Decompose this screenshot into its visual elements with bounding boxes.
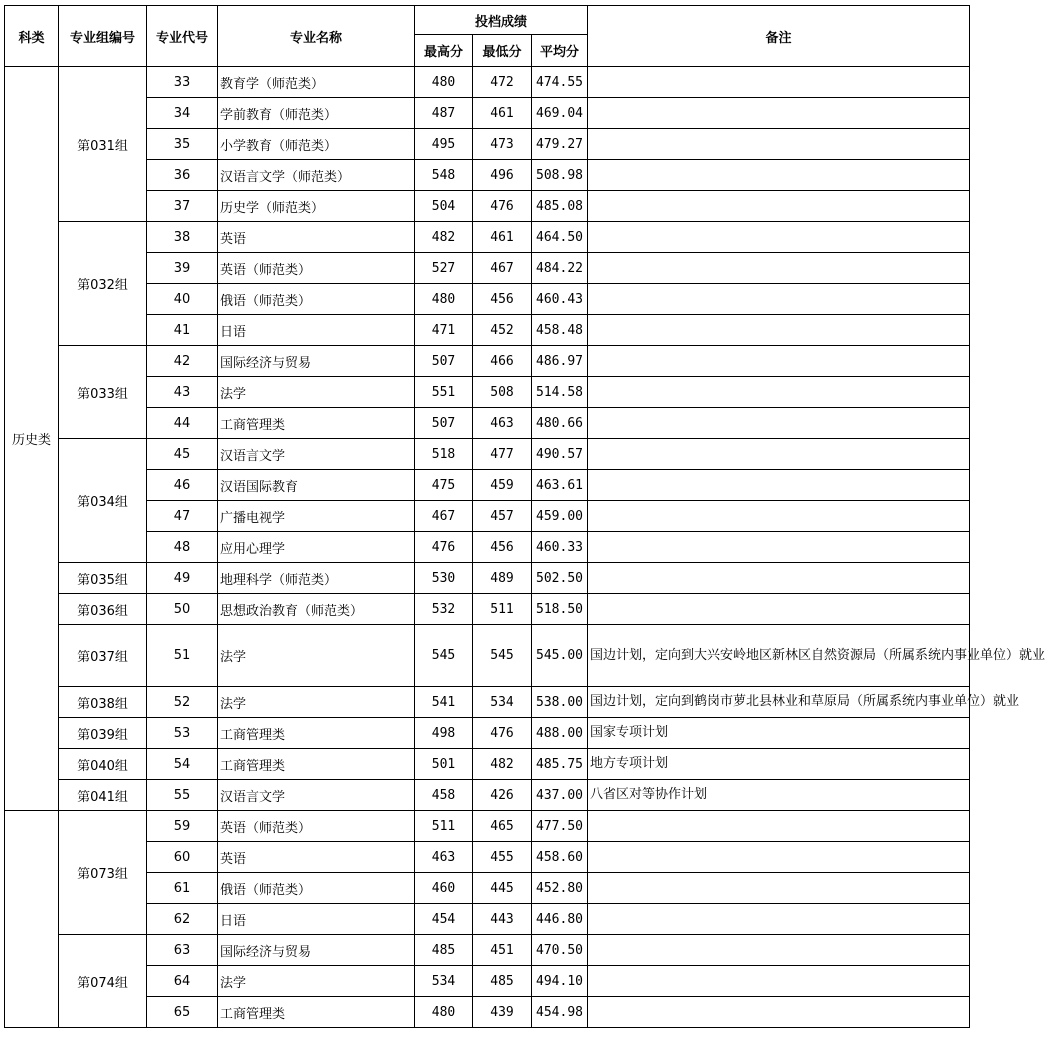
remark-cell bbox=[588, 563, 970, 594]
major-code-cell: 41 bbox=[147, 315, 218, 346]
remark-cell bbox=[588, 98, 970, 129]
remark-cell: 国家专项计划 bbox=[588, 718, 970, 749]
avg-score-cell: 464.50 bbox=[532, 222, 588, 253]
major-code-cell: 52 bbox=[147, 687, 218, 718]
major-code-cell: 43 bbox=[147, 377, 218, 408]
remark-cell: 国边计划，定向到鹤岗市萝北县林业和草原局（所属系统内事业单位）就业 bbox=[588, 687, 970, 718]
table-row bbox=[5, 160, 970, 191]
group-cell: 第074组 bbox=[59, 935, 147, 1028]
major-code-cell: 44 bbox=[147, 408, 218, 439]
table-row bbox=[5, 935, 970, 966]
min-score-cell: 426 bbox=[473, 780, 532, 811]
major-name-cell: 工商管理类 bbox=[218, 408, 415, 439]
group-cell: 第040组 bbox=[59, 749, 147, 780]
avg-score-cell: 470.50 bbox=[532, 935, 588, 966]
min-score-cell: 456 bbox=[473, 284, 532, 315]
min-score-cell: 459 bbox=[473, 470, 532, 501]
remark-cell bbox=[588, 129, 970, 160]
avg-score-cell: 437.00 bbox=[532, 780, 588, 811]
major-name-cell: 英语（师范类） bbox=[218, 253, 415, 284]
max-score-cell: 480 bbox=[415, 284, 473, 315]
max-score-cell: 511 bbox=[415, 811, 473, 842]
major-code-cell: 63 bbox=[147, 935, 218, 966]
major-name-cell: 国际经济与贸易 bbox=[218, 346, 415, 377]
group-cell: 第032组 bbox=[59, 222, 147, 346]
table-row bbox=[5, 749, 970, 780]
header-scores: 投档成绩 bbox=[415, 6, 588, 35]
min-score-cell: 451 bbox=[473, 935, 532, 966]
table-row bbox=[5, 377, 970, 408]
max-score-cell: 475 bbox=[415, 470, 473, 501]
remark-cell bbox=[588, 935, 970, 966]
major-name-cell: 工商管理类 bbox=[218, 749, 415, 780]
remark-cell bbox=[588, 284, 970, 315]
group-cell: 第039组 bbox=[59, 718, 147, 749]
min-score-cell: 443 bbox=[473, 904, 532, 935]
max-score-cell: 507 bbox=[415, 346, 473, 377]
remark-cell bbox=[588, 408, 970, 439]
remark-cell bbox=[588, 501, 970, 532]
min-score-cell: 463 bbox=[473, 408, 532, 439]
table-row bbox=[5, 346, 970, 377]
avg-score-cell: 502.50 bbox=[532, 563, 588, 594]
major-name-cell: 教育学（师范类） bbox=[218, 67, 415, 98]
max-score-cell: 527 bbox=[415, 253, 473, 284]
major-name-cell: 汉语国际教育 bbox=[218, 470, 415, 501]
header-remark: 备注 bbox=[588, 6, 970, 67]
table-row bbox=[5, 129, 970, 160]
remark-cell bbox=[588, 904, 970, 935]
remark-cell bbox=[588, 811, 970, 842]
group-cell: 第037组 bbox=[59, 625, 147, 687]
major-code-cell: 45 bbox=[147, 439, 218, 470]
remark-cell bbox=[588, 222, 970, 253]
group-cell: 第073组 bbox=[59, 811, 147, 935]
min-score-cell: 457 bbox=[473, 501, 532, 532]
avg-score-cell: 460.43 bbox=[532, 284, 588, 315]
max-score-cell: 545 bbox=[415, 625, 473, 687]
remark-cell bbox=[588, 160, 970, 191]
max-score-cell: 541 bbox=[415, 687, 473, 718]
min-score-cell: 472 bbox=[473, 67, 532, 98]
header-avg-score: 平均分 bbox=[532, 35, 588, 67]
remark-cell bbox=[588, 67, 970, 98]
table-row bbox=[5, 780, 970, 811]
max-score-cell: 463 bbox=[415, 842, 473, 873]
major-name-cell: 英语（师范类） bbox=[218, 811, 415, 842]
avg-score-cell: 469.04 bbox=[532, 98, 588, 129]
group-cell: 第035组 bbox=[59, 563, 147, 594]
avg-score-cell: 454.98 bbox=[532, 997, 588, 1028]
max-score-cell: 476 bbox=[415, 532, 473, 563]
min-score-cell: 511 bbox=[473, 594, 532, 625]
max-score-cell: 487 bbox=[415, 98, 473, 129]
avg-score-cell: 484.22 bbox=[532, 253, 588, 284]
major-name-cell: 小学教育（师范类） bbox=[218, 129, 415, 160]
major-name-cell: 法学 bbox=[218, 377, 415, 408]
remark-cell bbox=[588, 842, 970, 873]
group-cell: 第041组 bbox=[59, 780, 147, 811]
major-name-cell: 汉语言文学 bbox=[218, 439, 415, 470]
group-cell: 第038组 bbox=[59, 687, 147, 718]
remark-cell bbox=[588, 966, 970, 997]
remark-cell bbox=[588, 253, 970, 284]
major-code-cell: 37 bbox=[147, 191, 218, 222]
table-row bbox=[5, 315, 970, 346]
major-name-cell: 地理科学（师范类） bbox=[218, 563, 415, 594]
major-code-cell: 40 bbox=[147, 284, 218, 315]
min-score-cell: 439 bbox=[473, 997, 532, 1028]
major-code-cell: 53 bbox=[147, 718, 218, 749]
major-name-cell: 英语 bbox=[218, 842, 415, 873]
major-name-cell: 俄语（师范类） bbox=[218, 284, 415, 315]
major-code-cell: 65 bbox=[147, 997, 218, 1028]
min-score-cell: 545 bbox=[473, 625, 532, 687]
major-name-cell: 思想政治教育（师范类） bbox=[218, 594, 415, 625]
avg-score-cell: 538.00 bbox=[532, 687, 588, 718]
group-cell: 第031组 bbox=[59, 67, 147, 222]
major-name-cell: 工商管理类 bbox=[218, 997, 415, 1028]
header-max-score: 最高分 bbox=[415, 35, 473, 67]
min-score-cell: 477 bbox=[473, 439, 532, 470]
min-score-cell: 456 bbox=[473, 532, 532, 563]
avg-score-cell: 479.27 bbox=[532, 129, 588, 160]
table-row bbox=[5, 625, 970, 687]
max-score-cell: 501 bbox=[415, 749, 473, 780]
min-score-cell: 465 bbox=[473, 811, 532, 842]
max-score-cell: 495 bbox=[415, 129, 473, 160]
max-score-cell: 507 bbox=[415, 408, 473, 439]
major-code-cell: 61 bbox=[147, 873, 218, 904]
remark-cell bbox=[588, 315, 970, 346]
remark-cell: 八省区对等协作计划 bbox=[588, 780, 970, 811]
major-name-cell: 历史学（师范类） bbox=[218, 191, 415, 222]
table-row bbox=[5, 842, 970, 873]
table-row bbox=[5, 997, 970, 1028]
min-score-cell: 496 bbox=[473, 160, 532, 191]
major-name-cell: 英语 bbox=[218, 222, 415, 253]
major-code-cell: 33 bbox=[147, 67, 218, 98]
max-score-cell: 467 bbox=[415, 501, 473, 532]
major-name-cell: 法学 bbox=[218, 625, 415, 687]
remark-cell bbox=[588, 346, 970, 377]
max-score-cell: 482 bbox=[415, 222, 473, 253]
max-score-cell: 471 bbox=[415, 315, 473, 346]
min-score-cell: 461 bbox=[473, 98, 532, 129]
min-score-cell: 455 bbox=[473, 842, 532, 873]
table-row bbox=[5, 904, 970, 935]
avg-score-cell: 508.98 bbox=[532, 160, 588, 191]
table-row bbox=[5, 98, 970, 129]
max-score-cell: 504 bbox=[415, 191, 473, 222]
major-code-cell: 51 bbox=[147, 625, 218, 687]
table-row bbox=[5, 873, 970, 904]
group-cell: 第036组 bbox=[59, 594, 147, 625]
major-code-cell: 35 bbox=[147, 129, 218, 160]
avg-score-cell: 477.50 bbox=[532, 811, 588, 842]
avg-score-cell: 480.66 bbox=[532, 408, 588, 439]
avg-score-cell: 474.55 bbox=[532, 67, 588, 98]
table-row bbox=[5, 222, 970, 253]
avg-score-cell: 446.80 bbox=[532, 904, 588, 935]
major-name-cell: 广播电视学 bbox=[218, 501, 415, 532]
min-score-cell: 452 bbox=[473, 315, 532, 346]
table-row bbox=[5, 408, 970, 439]
remark-cell bbox=[588, 873, 970, 904]
remark-cell bbox=[588, 997, 970, 1028]
avg-score-cell: 494.10 bbox=[532, 966, 588, 997]
avg-score-cell: 488.00 bbox=[532, 718, 588, 749]
min-score-cell: 473 bbox=[473, 129, 532, 160]
major-code-cell: 47 bbox=[147, 501, 218, 532]
remark-cell: 地方专项计划 bbox=[588, 749, 970, 780]
min-score-cell: 476 bbox=[473, 191, 532, 222]
header-min-score: 最低分 bbox=[473, 35, 532, 67]
major-name-cell: 汉语言文学（师范类） bbox=[218, 160, 415, 191]
group-cell: 第034组 bbox=[59, 439, 147, 563]
major-code-cell: 36 bbox=[147, 160, 218, 191]
major-name-cell: 法学 bbox=[218, 687, 415, 718]
max-score-cell: 480 bbox=[415, 67, 473, 98]
max-score-cell: 485 bbox=[415, 935, 473, 966]
major-name-cell: 日语 bbox=[218, 904, 415, 935]
major-code-cell: 49 bbox=[147, 563, 218, 594]
min-score-cell: 461 bbox=[473, 222, 532, 253]
major-code-cell: 55 bbox=[147, 780, 218, 811]
major-code-cell: 42 bbox=[147, 346, 218, 377]
remark-cell bbox=[588, 191, 970, 222]
avg-score-cell: 545.00 bbox=[532, 625, 588, 687]
table-row bbox=[5, 67, 970, 98]
avg-score-cell: 485.75 bbox=[532, 749, 588, 780]
avg-score-cell: 518.50 bbox=[532, 594, 588, 625]
min-score-cell: 445 bbox=[473, 873, 532, 904]
max-score-cell: 460 bbox=[415, 873, 473, 904]
major-name-cell: 法学 bbox=[218, 966, 415, 997]
major-code-cell: 38 bbox=[147, 222, 218, 253]
remark-cell bbox=[588, 470, 970, 501]
table-body bbox=[5, 67, 1045, 1028]
min-score-cell: 485 bbox=[473, 966, 532, 997]
header-major-name: 专业名称 bbox=[218, 6, 415, 67]
major-name-cell: 俄语（师范类） bbox=[218, 873, 415, 904]
min-score-cell: 508 bbox=[473, 377, 532, 408]
major-code-cell: 50 bbox=[147, 594, 218, 625]
min-score-cell: 476 bbox=[473, 718, 532, 749]
table-row bbox=[5, 470, 970, 501]
table-row bbox=[5, 811, 970, 842]
avg-score-cell: 486.97 bbox=[532, 346, 588, 377]
header-category: 科类 bbox=[5, 6, 59, 67]
min-score-cell: 534 bbox=[473, 687, 532, 718]
min-score-cell: 466 bbox=[473, 346, 532, 377]
major-name-cell: 学前教育（师范类） bbox=[218, 98, 415, 129]
avg-score-cell: 514.58 bbox=[532, 377, 588, 408]
table-row bbox=[5, 687, 970, 718]
header-major-code: 专业代号 bbox=[147, 6, 218, 67]
table-row bbox=[5, 532, 970, 563]
avg-score-cell: 490.57 bbox=[532, 439, 588, 470]
category-cell bbox=[5, 811, 59, 1028]
remark-cell bbox=[588, 594, 970, 625]
major-name-cell: 应用心理学 bbox=[218, 532, 415, 563]
table-row bbox=[5, 191, 970, 222]
max-score-cell: 458 bbox=[415, 780, 473, 811]
table-row bbox=[5, 284, 970, 315]
remark-cell: 国边计划，定向到大兴安岭地区新林区自然资源局（所属系统内事业单位）就业 bbox=[588, 625, 970, 687]
min-score-cell: 467 bbox=[473, 253, 532, 284]
major-name-cell: 日语 bbox=[218, 315, 415, 346]
remark-cell bbox=[588, 532, 970, 563]
max-score-cell: 498 bbox=[415, 718, 473, 749]
major-name-cell: 汉语言文学 bbox=[218, 780, 415, 811]
max-score-cell: 534 bbox=[415, 966, 473, 997]
table-row bbox=[5, 563, 970, 594]
avg-score-cell: 452.80 bbox=[532, 873, 588, 904]
max-score-cell: 532 bbox=[415, 594, 473, 625]
table-row bbox=[5, 501, 970, 532]
major-code-cell: 62 bbox=[147, 904, 218, 935]
min-score-cell: 482 bbox=[473, 749, 532, 780]
avg-score-cell: 458.48 bbox=[532, 315, 588, 346]
avg-score-cell: 458.60 bbox=[532, 842, 588, 873]
avg-score-cell: 463.61 bbox=[532, 470, 588, 501]
major-code-cell: 64 bbox=[147, 966, 218, 997]
max-score-cell: 454 bbox=[415, 904, 473, 935]
avg-score-cell: 459.00 bbox=[532, 501, 588, 532]
avg-score-cell: 460.33 bbox=[532, 532, 588, 563]
category-cell: 历史类 bbox=[5, 67, 59, 811]
table-row bbox=[5, 253, 970, 284]
major-name-cell: 工商管理类 bbox=[218, 718, 415, 749]
min-score-cell: 489 bbox=[473, 563, 532, 594]
header-group-no: 专业组编号 bbox=[59, 6, 147, 67]
major-name-cell: 国际经济与贸易 bbox=[218, 935, 415, 966]
max-score-cell: 518 bbox=[415, 439, 473, 470]
major-code-cell: 59 bbox=[147, 811, 218, 842]
major-code-cell: 48 bbox=[147, 532, 218, 563]
table-row bbox=[5, 966, 970, 997]
major-code-cell: 54 bbox=[147, 749, 218, 780]
max-score-cell: 551 bbox=[415, 377, 473, 408]
avg-score-cell: 485.08 bbox=[532, 191, 588, 222]
major-code-cell: 34 bbox=[147, 98, 218, 129]
table-row bbox=[5, 594, 970, 625]
max-score-cell: 548 bbox=[415, 160, 473, 191]
major-code-cell: 39 bbox=[147, 253, 218, 284]
table-row bbox=[5, 439, 970, 470]
max-score-cell: 480 bbox=[415, 997, 473, 1028]
max-score-cell: 530 bbox=[415, 563, 473, 594]
major-code-cell: 46 bbox=[147, 470, 218, 501]
major-code-cell: 60 bbox=[147, 842, 218, 873]
table-row bbox=[5, 718, 970, 749]
remark-cell bbox=[588, 439, 970, 470]
group-cell: 第033组 bbox=[59, 346, 147, 439]
admission-score-table bbox=[4, 5, 1045, 1028]
remark-cell bbox=[588, 377, 970, 408]
